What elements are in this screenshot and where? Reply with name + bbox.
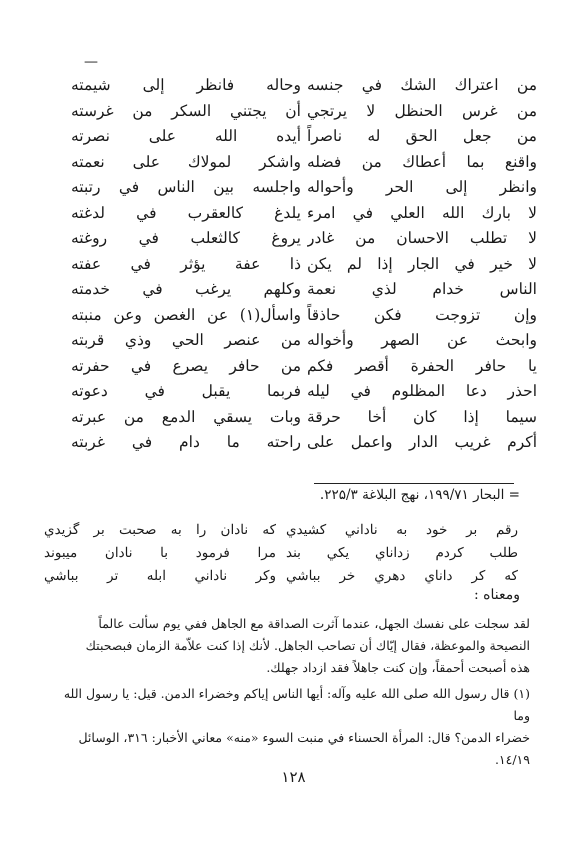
commentary-paragraph [60, 613, 530, 679]
footnote-line: خضراء الدمن؟ قال: المرأة الحسناء في منبت السوء «منه» معاني الأخبار: ۳۱٦، الوسائل [78, 730, 530, 745]
commentary-line: لقد سجلت على نفسك الجهل، عندما آثرت الصداقة مع الجاهل ففي يوم سألت عالماً [98, 616, 530, 631]
verse-line: أكرم غريب الدار واعمل على [307, 433, 537, 451]
verse-line: وابحث عن الصهر وأخواله [307, 331, 537, 349]
verse-line: من غرس الحنظل لا يرتجي [307, 101, 537, 120]
persian-verse-line: مرا فرمود با نادان ميبوند [44, 545, 276, 561]
verse-line: وحاله فانظر إلى شيمته [71, 76, 301, 94]
verse-line: احذر دعا المظلوم في ليله [307, 382, 537, 400]
verse-line: يلدغ كالعقرب في لدغته [71, 203, 301, 222]
persian-verse-line: وكر ناداني ابله تر بباشي [44, 568, 276, 584]
verse-line: من عنصر الحي وذي قربته [71, 331, 301, 349]
verse-line: يا حافر الحفرة أقصر فكم [307, 356, 537, 375]
persian-verse-line: طلب كردم زداناي يكي بند [286, 545, 518, 561]
verse-line: لا تطلب الاحسان من غادر [307, 229, 537, 247]
verse-line: لا خير في الجار إذا لم يكن [307, 254, 537, 273]
verse-line: أن يجتني السكر من غرسته [71, 101, 301, 120]
verse-line: راحته ما دام في غربته [71, 433, 301, 451]
verse-line: سيما إذا كان أخا حرقة [307, 407, 537, 426]
verse-line: يروغ كالثعلب في روغته [71, 229, 301, 247]
verse-line: وكلهم يرغب في خدمته [71, 280, 301, 298]
poem-right-column [307, 73, 537, 456]
meaning-label: ومعناه : [473, 587, 520, 603]
verse-line: من حافر يصرع في حفرته [71, 356, 301, 375]
persian-verse-line: رقم بر خود به ناداني كشيدي [286, 522, 518, 538]
verse-line: واشكر لمولاك على نعمته [71, 152, 301, 171]
footnote-divider [314, 483, 514, 484]
persian-verse-line: كه نادان را به صحبت بر گزيدي [44, 522, 276, 538]
verse-line: وانظر إلى الحر وأحواله [307, 178, 537, 196]
verse-line: من اعتراك الشك في جنسه [307, 76, 537, 94]
header-mark: — [84, 54, 98, 70]
verse-line: واسأل(١) عن الغصن وعن منبته [71, 305, 301, 324]
commentary-line: النصيحة والموعظة، فقال إيّاك أن تصاحب الجاهل. لأنك إذا كنت علاّمة الزمان فبصحبتك [85, 638, 530, 653]
page-number: ١٢٨ [281, 768, 306, 786]
verse-line: لا بارك الله العلي في امرء [307, 203, 537, 222]
verse-line: من جعل الحق له ناصراً [307, 127, 537, 145]
verse-line: الناس خدام لذي نعمة [307, 280, 537, 298]
verse-line: أيده الله على نصرته [71, 127, 301, 145]
poem-left-column [71, 73, 301, 456]
footnote [60, 683, 530, 771]
verse-line: فربما يقبل في دعوته [71, 382, 301, 400]
footnote-line: (١) قال رسول الله صلى الله عليه وآله: أيها الناس إياكم وخضراء الدمن. قيل: يا رسول الله وما [63, 686, 530, 723]
source-reference: = البحار ۱۹۹/۷۱، نهج البلاغة ۲۲۵/۳. [319, 487, 520, 503]
footnote-line: ١٤/١٩. [494, 752, 530, 767]
persian-left-column [44, 519, 276, 588]
verse-line: ذا عفة يؤثر في عفته [71, 254, 301, 273]
verse-line: وبات يسقي الدمع من عبرته [71, 407, 301, 426]
verse-line: وإن تزوجت فكن حاذقاً [307, 305, 537, 324]
commentary-line: هذه أصبحت أحمقاً، وإن كنت جاهلاً فقد ازداد جهلك. [266, 660, 530, 675]
verse-line: واجلسه بين الناس في رتبته [71, 178, 301, 196]
verse-line: واقنع بما أعطاك من فضله [307, 152, 537, 171]
persian-verse-line: كه كر داناي دهري خر بباشي [286, 568, 518, 584]
persian-right-column [286, 519, 518, 588]
